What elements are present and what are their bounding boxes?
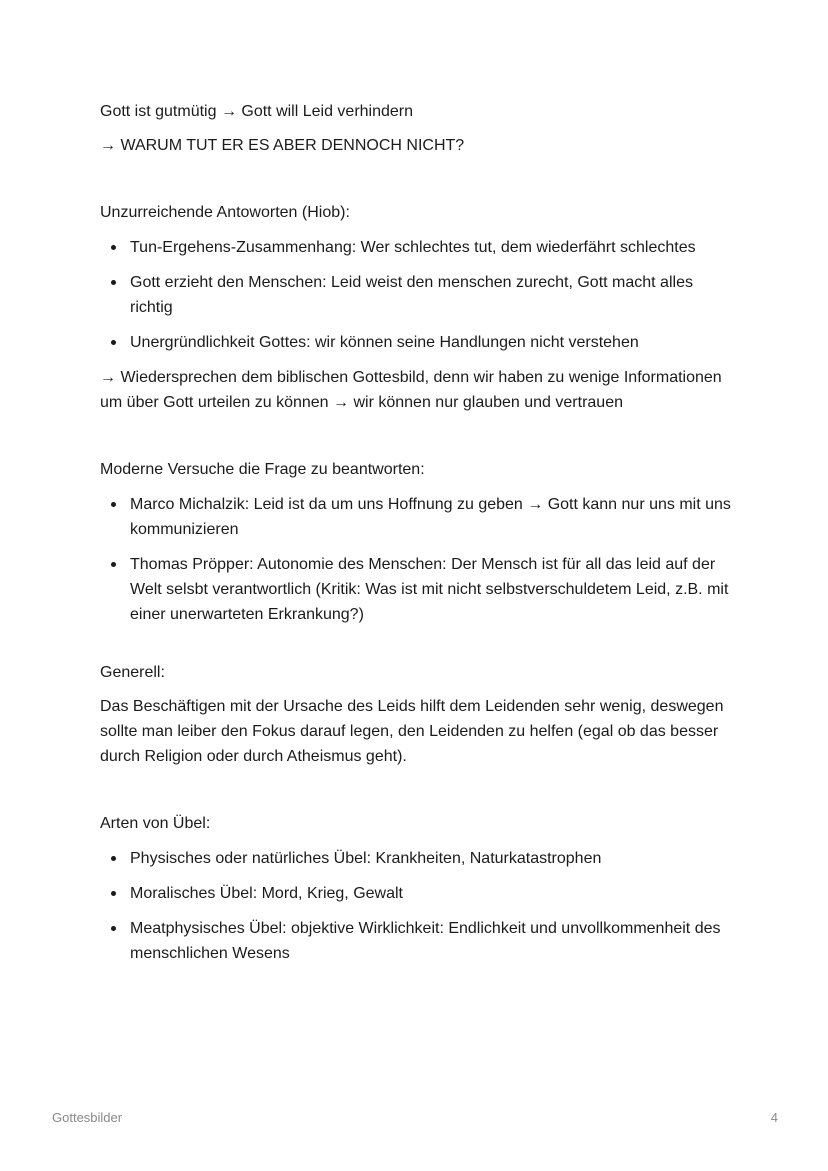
list-item: Thomas Pröpper: Autonomie des Menschen: Der Mensch ist für all das leid auf der Welt selsbt verantwortlich (Kritik: Was ist mit nicht selbstverschuldetem Leid, z.B. mit einer unerwarteten Erkrankung?): [130, 552, 740, 627]
evil-list: [100, 846, 740, 966]
modern-list: [100, 492, 740, 627]
hiob-conclusion: → Wiedersprechen dem biblischen Gottesbild, denn wir haben zu wenige Informationen um über Gott urteilen zu können → wir können nur glauben und vertrauen: [100, 369, 722, 411]
document-body: [100, 99, 740, 976]
page-number: 4: [770, 1110, 778, 1125]
modern-heading: Moderne Versuche die Frage zu beantworten:: [100, 461, 425, 478]
general-heading: Generell:: [100, 664, 165, 681]
evil-heading: Arten von Übel:: [100, 815, 211, 832]
footer-title: Gottesbilder: [52, 1110, 123, 1125]
list-item: Unergründlichkeit Gottes: wir können seine Handlungen nicht verstehen: [130, 330, 740, 355]
list-item: Physisches oder natürliches Übel: Krankheiten, Naturkatastrophen: [130, 846, 740, 871]
intro-line-2: → WARUM TUT ER ES ABER DENNOCH NICHT?: [100, 137, 465, 154]
list-item: Tun-Ergehens-Zusammenhang: Wer schlechtes tut, dem wiederfährt schlechtes: [130, 235, 740, 260]
list-item: Marco Michalzik: Leid ist da um uns Hoffnung zu geben → Gott kann nur uns mit uns kommunizieren: [130, 492, 740, 542]
hiob-list: [100, 235, 740, 355]
general-text: Das Beschäftigen mit der Ursache des Leids hilft dem Leidenden sehr wenig, deswegen sollte man leiber den Fokus darauf legen, den Leidenden zu helfen (egal ob das besser durch Religion oder durch Atheismus geht).: [100, 698, 724, 765]
intro-line-1: Gott ist gutmütig → Gott will Leid verhindern: [100, 103, 414, 120]
list-item: Meatphysisches Übel: objektive Wirklichkeit: Endlichkeit und unvollkommenheit des menschlichen Wesens: [130, 916, 740, 966]
list-item: Moralisches Übel: Mord, Krieg, Gewalt: [130, 881, 740, 906]
hiob-heading: Unzurreichende Antoworten (Hiob):: [100, 204, 350, 221]
list-item: Gott erzieht den Menschen: Leid weist den menschen zurecht, Gott macht alles richtig: [130, 270, 740, 320]
